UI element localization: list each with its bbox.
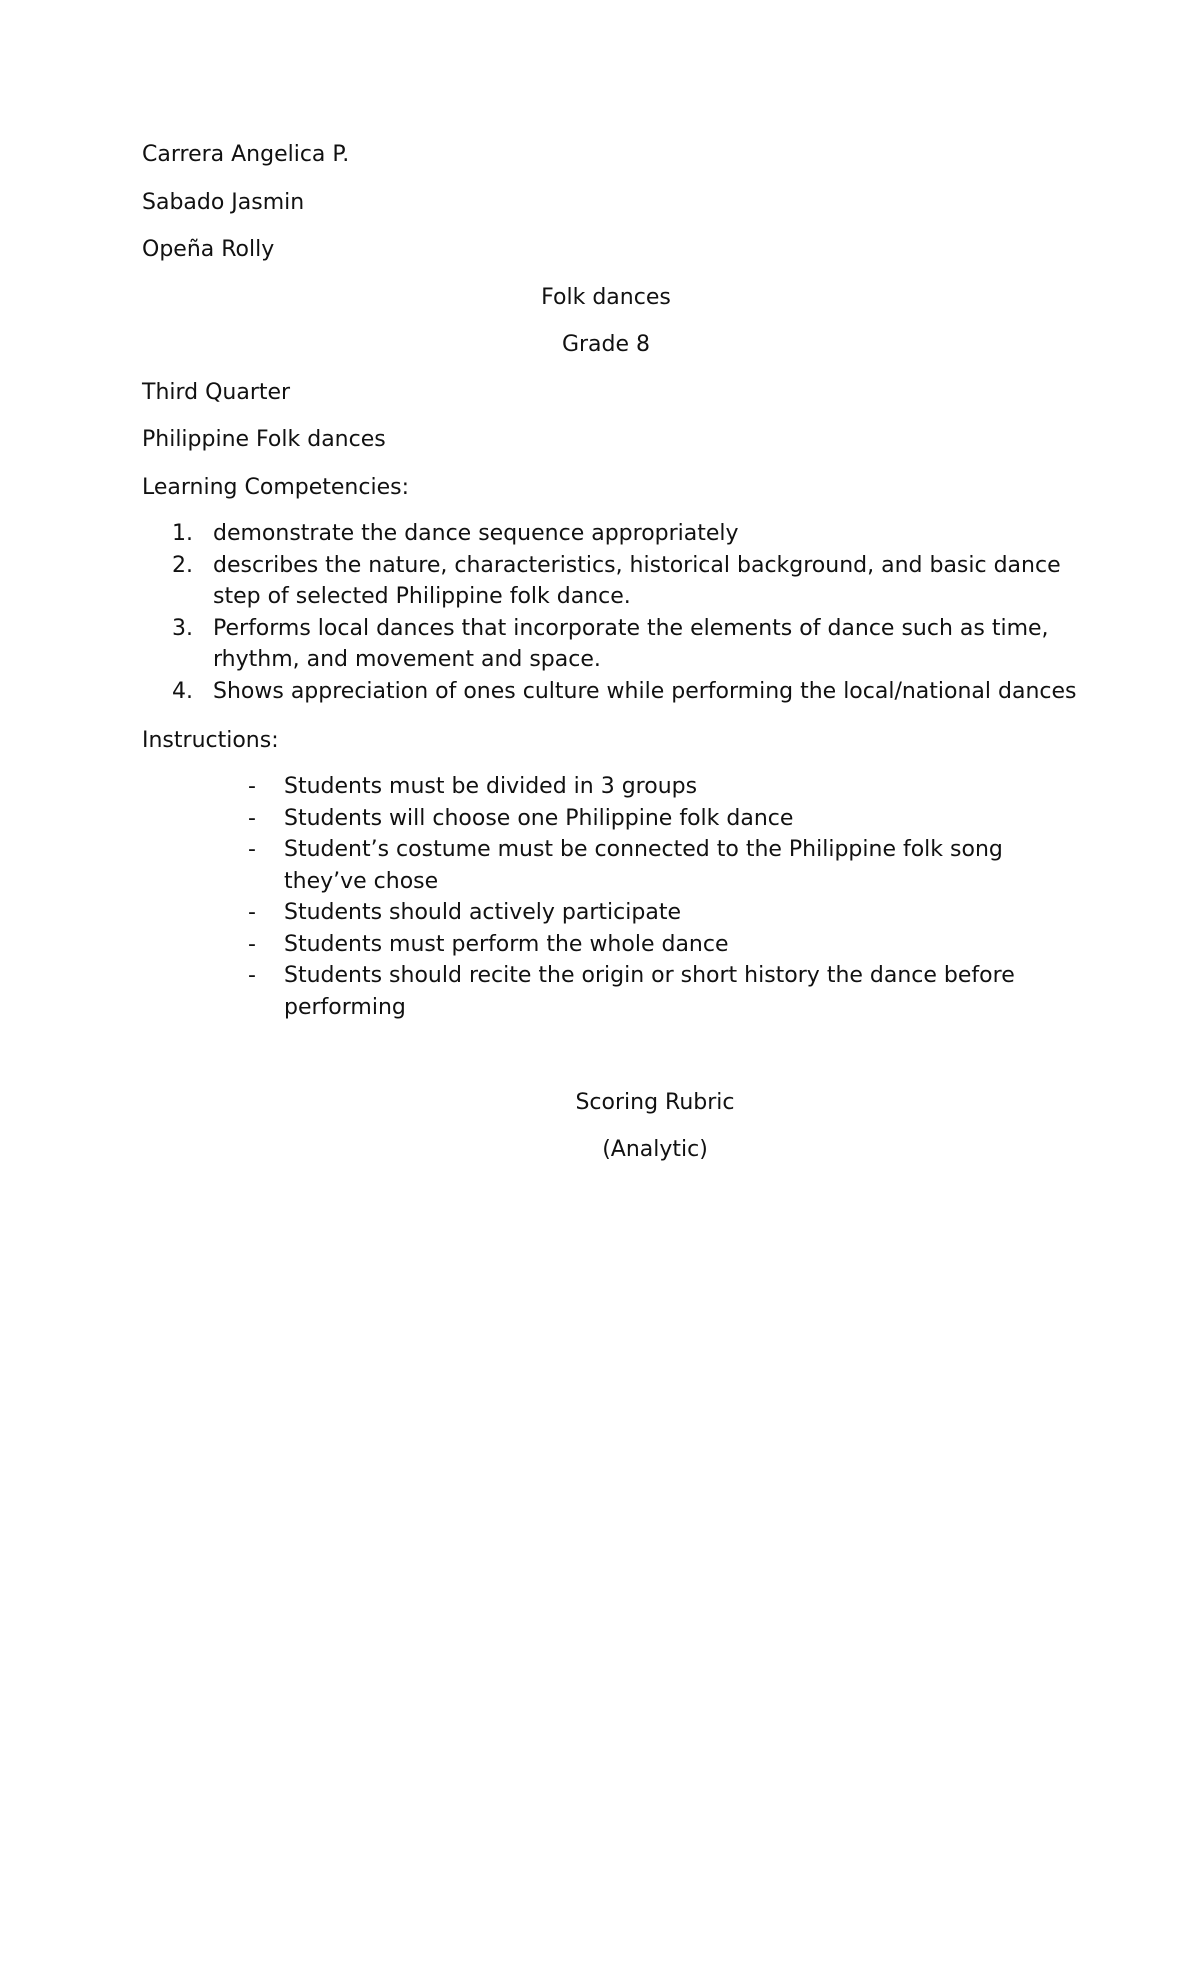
bullet-dash: -	[248, 900, 256, 925]
instruction-item	[248, 929, 1088, 961]
instruction-text: Students must be divided in 3 groups	[284, 774, 698, 799]
instruction-text: Student’s costume must be connected to the Philippine folk song they’ve chose	[284, 837, 1003, 894]
bullet-dash: -	[248, 774, 256, 799]
competencies-heading: Learning Competencies:	[142, 475, 409, 500]
item-number: 4.	[172, 678, 193, 704]
instruction-item	[248, 803, 1088, 835]
competency-text: Performs local dances that incorporate the elements of dance such as time, rhythm, and movement and space.	[213, 615, 1049, 672]
competency-item	[172, 550, 1082, 613]
item-number: 1.	[172, 521, 193, 546]
instruction-item	[248, 960, 1088, 1023]
item-number: 2.	[172, 552, 193, 578]
instructions-list	[248, 771, 1088, 1023]
competency-text: demonstrate the dance sequence appropriately	[213, 521, 739, 546]
topic-label: Philippine Folk dances	[142, 427, 386, 452]
bullet-dash: -	[248, 931, 256, 957]
rubric-title: Scoring Rubric	[575, 1090, 735, 1115]
item-number: 3.	[172, 615, 193, 641]
quarter-label: Third Quarter	[142, 380, 291, 405]
rubric-subtitle: (Analytic)	[602, 1137, 708, 1162]
author-name: Sabado Jasmin	[142, 190, 305, 215]
instruction-item	[248, 771, 1088, 803]
instruction-item	[248, 897, 1088, 929]
competency-text: Shows appreciation of ones culture while performing the local/national dances	[213, 678, 1077, 704]
competency-item	[172, 613, 1082, 676]
competency-text: describes the nature, characteristics, historical background, and basic dance step of selected Philippine folk dance.	[213, 552, 1061, 609]
instruction-text: Students should recite the origin or short history the dance before performing	[284, 963, 1015, 1020]
document-title: Folk dances	[541, 285, 671, 310]
instructions-heading: Instructions:	[142, 728, 279, 753]
instruction-text: Students will choose one Philippine folk dance	[284, 805, 794, 831]
bullet-dash: -	[248, 963, 256, 988]
bullet-dash: -	[248, 805, 256, 831]
instruction-text: Students should actively participate	[284, 900, 681, 925]
competency-item	[172, 518, 1082, 550]
author-name: Opeña Rolly	[142, 237, 275, 262]
author-name: Carrera Angelica P.	[142, 142, 350, 167]
grade-level: Grade 8	[561, 332, 651, 357]
competency-item	[172, 676, 1082, 708]
instruction-item	[248, 834, 1088, 897]
instruction-text: Students must perform the whole dance	[284, 931, 729, 957]
bullet-dash: -	[248, 837, 256, 862]
competencies-list	[172, 518, 1082, 707]
